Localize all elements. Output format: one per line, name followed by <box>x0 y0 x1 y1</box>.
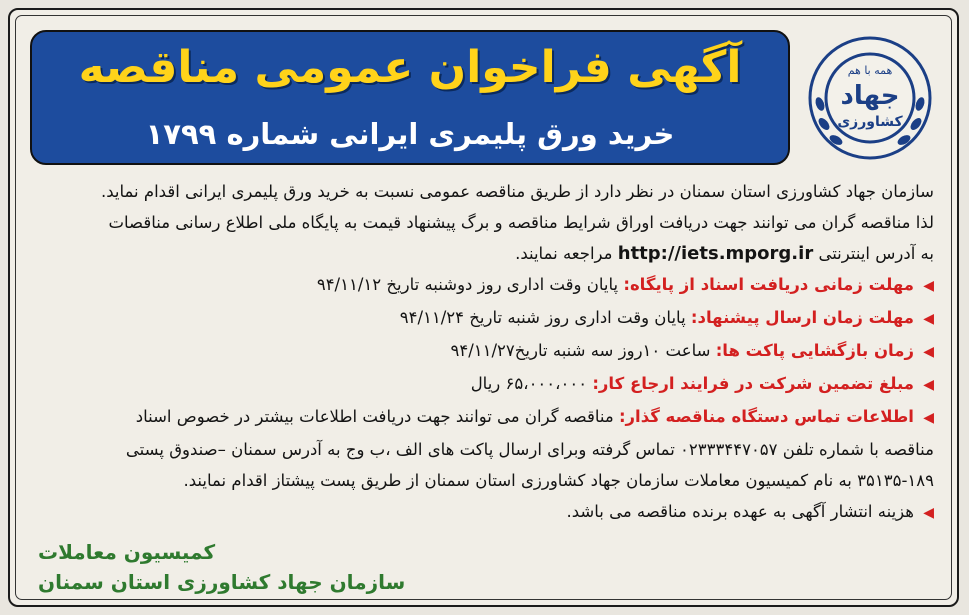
bullet-icon: ◀ <box>923 410 934 426</box>
item-contact <box>34 401 934 434</box>
item-value: پایان وقت اداری روز شنبه تاریخ ۹۴/۱۱/۲۴ <box>399 308 686 327</box>
item-note <box>34 496 934 529</box>
item-label: مهلت زمان ارسال پیشنهاد: <box>690 308 914 327</box>
bullet-icon: ◀ <box>923 311 934 327</box>
item-value: ساعت ۱۰روز سه شنبه تاریخ۹۴/۱۱/۲۷ <box>450 341 711 360</box>
item-label: مهلت زمانی دریافت اسناد از پایگاه: <box>623 275 914 294</box>
contact-text-2: مناقصه با شماره تلفن ۰۲۳۳۳۴۴۷۰۵۷ تماس گرفته وبرای ارسال پاکت های الف ،ب وج به آدرس سمنان –صندوق پستی <box>125 440 934 459</box>
logo-main-text: جهاد <box>840 81 900 111</box>
contact-text-1: مناقصه گران می توانند جهت دریافت اطلاعات بیشتر در خصوص اسناد <box>135 407 614 426</box>
item-submission-deadline <box>34 302 934 335</box>
header-banner <box>30 30 790 165</box>
contact-text-3: ۳۵۱۳۵-۱۸۹ به نام کمیسیون معاملات سازمان جهاد کشاورزی استان سمنان از طریق پست پیشتاز اقدام نمایند. <box>183 471 934 490</box>
logo-top-text: همه با هم <box>847 64 893 77</box>
note-text: هزینه انتشار آگهی به عهده برنده مناقصه می باشد. <box>566 502 914 521</box>
jahad-keshavarzi-logo <box>806 32 934 164</box>
item-opening-time <box>34 335 934 368</box>
intro-line-3 <box>34 238 934 269</box>
intro-line-2: لذا مناقصه گران می توانند جهت دریافت اوراق شرایط مناقصه و برگ پیشنهاد قیمت به پایگاه ملی اطلاع رسانی مناقصات <box>108 213 934 232</box>
item-value: ۶۵،۰۰۰،۰۰۰ ریال <box>470 374 588 393</box>
item-label: مبلغ تضمین شرکت در فرایند ارجاع کار: <box>592 374 914 393</box>
page-subtitle: خرید ورق پلیمری ایرانی شماره ۱۷۹۹ <box>145 117 675 151</box>
signature-line-2: سازمان جهاد کشاورزی استان سمنان <box>38 570 406 594</box>
item-doc-deadline <box>34 269 934 302</box>
item-value: پایان وقت اداری روز دوشنبه تاریخ ۹۴/۱۱/۱۲ <box>316 275 619 294</box>
signature-line-1: کمیسیون معاملات <box>38 540 216 564</box>
logo-sub-text: کشاورزی <box>837 114 903 130</box>
bullet-icon: ◀ <box>923 505 934 521</box>
item-guarantee-amount <box>34 368 934 401</box>
item-label: زمان بازگشایی پاکت ها: <box>715 341 914 360</box>
notice-body <box>34 176 934 529</box>
item-label: اطلاعات تماس دستگاه مناقصه گذار: <box>618 407 914 426</box>
intro-line-3-suffix: مراجعه نمایند. <box>515 244 613 263</box>
intro-line-1: سازمان جهاد کشاورزی استان سمنان در نظر دارد از طریق مناقصه عمومی نسبت به خرید ورق پلیمری ایرانی اقدام نماید. <box>100 182 934 201</box>
page-title: آگهی فراخوان عمومی مناقصه <box>78 42 742 93</box>
intro-line-3-prefix: به آدرس اینترنتی <box>818 244 934 263</box>
tender-url[interactable]: http://iets.mporg.ir <box>617 243 814 264</box>
bullet-icon: ◀ <box>923 377 934 393</box>
bullet-icon: ◀ <box>923 344 934 360</box>
bullet-icon: ◀ <box>923 278 934 294</box>
